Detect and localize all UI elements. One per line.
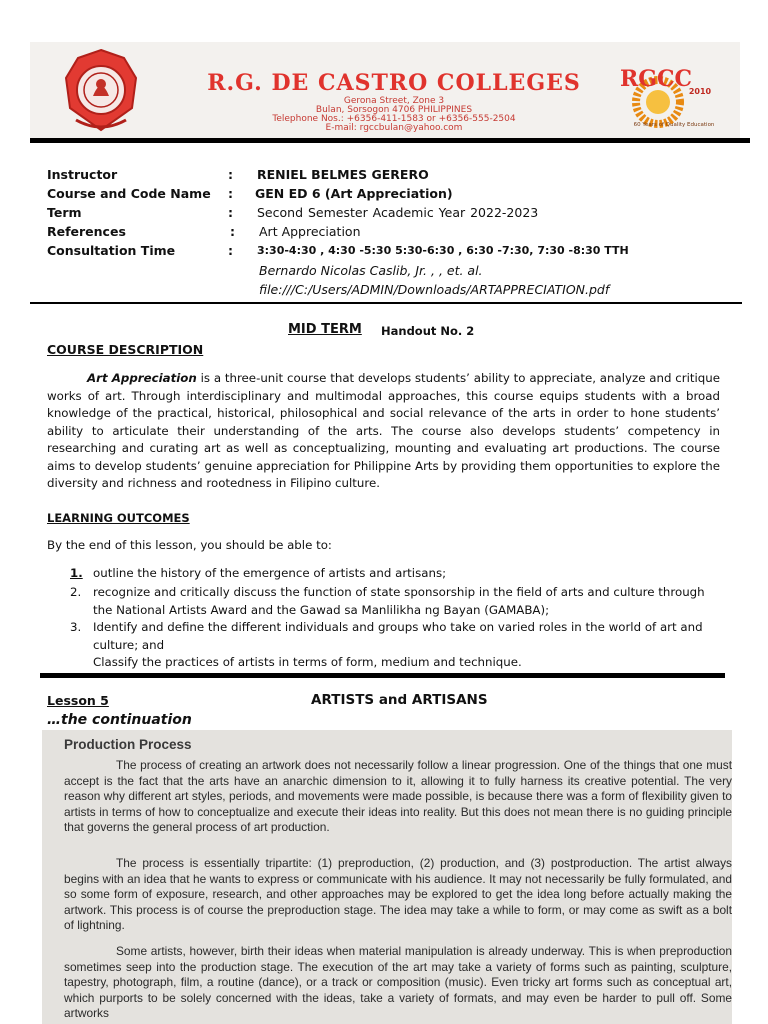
outcome-extra: Classify the practices of artists in terms of form, medium and technique. xyxy=(93,655,522,669)
outcome-text: recognize and critically discuss the function of state sponsorship in the field of arts and culture through the National Artists Award and the Gawad sa Manlilikha ng Bayan (GAMABA); xyxy=(93,585,705,617)
handout-number: Handout No. 2 xyxy=(381,324,475,338)
anniversary-year: 2010 xyxy=(688,87,712,96)
address-line: Bulan, Sorsogon 4706 PHILIPPINES xyxy=(315,105,473,115)
course-description-heading: COURSE DESCRIPTION xyxy=(47,342,204,357)
outcome-item xyxy=(70,565,720,583)
outcome-number: 2. xyxy=(70,585,82,599)
colon: : xyxy=(230,224,235,239)
references-label: References xyxy=(47,224,126,239)
course-description-body xyxy=(47,370,720,493)
colon: : xyxy=(228,205,233,220)
scanned-textbook-excerpt xyxy=(42,730,732,1024)
instructor-value: RENIEL BELMES GERERO xyxy=(257,167,429,182)
consultation-label: Consultation Time xyxy=(47,243,176,258)
outcome-text: outline the history of the emergence of artists and artisans; xyxy=(93,566,447,580)
college-seal-icon xyxy=(62,48,140,132)
consultation-value: 3:30-4:30 , 4:30 -5:30 5:30-6:30 , 6:30 -7:30, 7:30 -8:30 TTH xyxy=(257,244,629,257)
course-label: Course and Code Name xyxy=(47,186,211,201)
outcome-item xyxy=(70,654,720,672)
scan-paragraph: The process is essentially tripartite: (1) preproduction, (2) production, and (3) postproduction. The artist always begins with an idea that he wants to express or communicate with his audience. It may not necessarily be fully formulated, and so some form of exposure, research, and other approaches may be explored to get the idea long before actually making the artwork. This process is of course the preproduction stage. The idea may take a while to form, or may come as swift as a bolt of lightning. xyxy=(64,856,732,932)
colon: : xyxy=(228,167,233,182)
lesson-continuation: …the continuation xyxy=(47,712,192,728)
info-divider xyxy=(30,302,742,304)
course-description-lead: Art Appreciation xyxy=(87,371,197,385)
lesson-number: Lesson 5 xyxy=(47,693,109,708)
term-label: Term xyxy=(47,205,82,220)
scan-heading: Production Process xyxy=(64,737,192,752)
college-name: R.G. DE CASTRO COLLEGES xyxy=(207,70,581,96)
header-divider xyxy=(30,138,750,143)
outcome-item xyxy=(70,619,720,654)
anniversary-motto: 60 Years of Quality Education xyxy=(633,122,715,128)
outcome-number: 1. xyxy=(70,566,83,580)
outcome-number: 3. xyxy=(70,620,82,634)
lesson-title: ARTISTS and ARTISANS xyxy=(311,692,488,708)
address-line: Gerona Street, Zone 3 xyxy=(343,96,445,106)
term-value: Second Semester Academic Year 2022-2023 xyxy=(257,205,539,220)
course-value: GEN ED 6 (Art Appreciation) xyxy=(255,186,453,201)
address-line: E-mail: rgccbulan@yahoo.com xyxy=(325,123,463,133)
scan-paragraph: The process of creating an artwork does not necessarily follow a linear progression. One of the things that one must accept is the fact that the arts have an anarchic dimension to it, allowing it to fully harness its creative potential. The very reason why different art styles, periods, and movements were made possible, is because there was a form of flexibility given to artists in terms of how to conceptualize and execute their ideas into reality. But this does not mean there is no guiding principle that governs the general process of art production. xyxy=(64,758,732,834)
learning-outcomes-intro: By the end of this lesson, you should be able to: xyxy=(47,538,332,552)
learning-outcomes-heading: LEARNING OUTCOMES xyxy=(47,511,190,525)
outcome-item xyxy=(70,584,720,619)
instructor-label: Instructor xyxy=(47,167,118,182)
reference-path: file:///C:/Users/ADMIN/Downloads/ARTAPPRECIATION.pdf xyxy=(259,282,610,297)
reference-author: Bernardo Nicolas Caslib, Jr. , , et. al. xyxy=(259,263,483,278)
letterhead xyxy=(30,42,740,138)
scan-paragraph: Some artists, however, birth their ideas when material manipulation is already underway. This is when preproduction sometimes seep into the production stage. The execution of the art may take a variety of forms such as painting, sculpture, tapestry, photograph, film, a routine (dance), or a track or composition (music). Even tricky art forms such as conceptual art, which purports to be solely concerned with the ideas, take a variety of formats, and may even be harder to pull off. Some artworks xyxy=(64,944,732,1020)
midterm-title: MID TERM xyxy=(288,322,362,337)
course-description-text: is a three-unit course that develops students’ ability to appreciate, analyze and critique works of art. Through interdisciplinary and multimodal approaches, this course equips students with a broad knowledge of the practical, historical, philosophical and social relevance of the arts in order to hone students’ ability to articulate their understanding of the arts. The course also develops students’ competency in researching and curating art as well as conceptualizing, mounting and evaluating art productions. The course aims to develop students’ genuine appreciation for Philippine Arts by providing them opportunities to explore the diversity and richness and rootedness in Filipino culture. xyxy=(47,371,720,490)
outcome-text: Identify and define the different individuals and groups who take on varied roles in the world of art and culture; and xyxy=(93,620,703,652)
anniversary-logo-text: RGCC xyxy=(619,66,693,92)
references-value: Art Appreciation xyxy=(259,224,361,239)
colon: : xyxy=(228,186,233,201)
colon: : xyxy=(228,243,233,258)
address-line: Telephone Nos.: +6356-411-1583 or +6356-555-2504 xyxy=(272,114,516,124)
lesson-divider xyxy=(40,673,725,678)
